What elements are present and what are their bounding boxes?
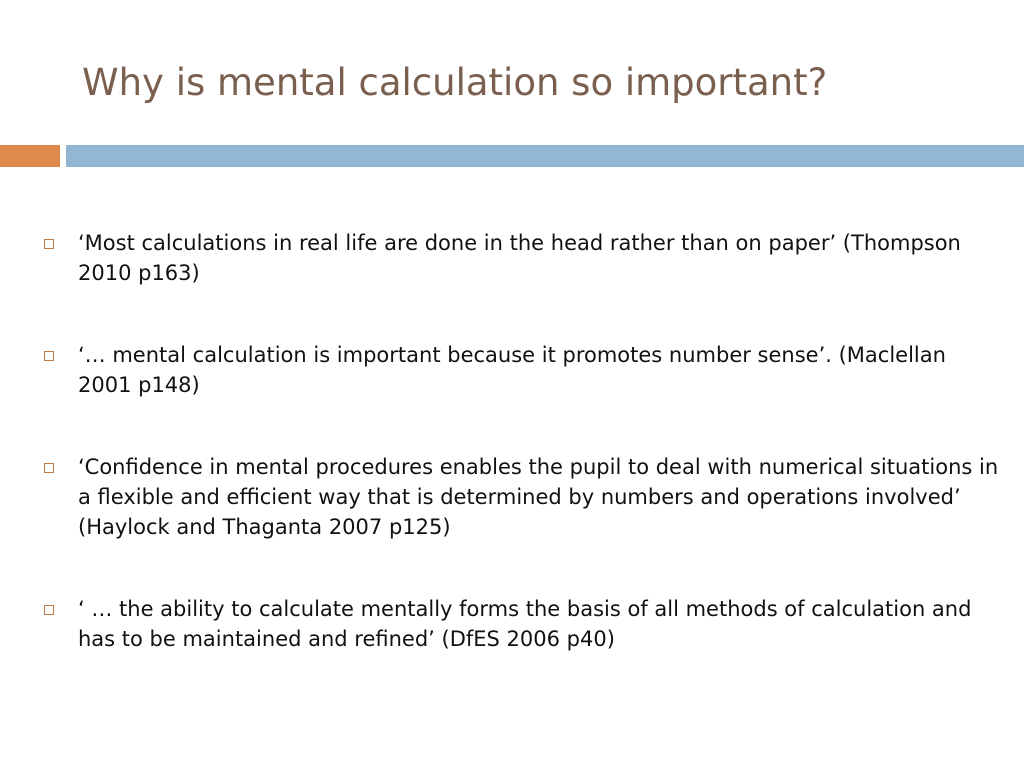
bullet-text: ‘ … the ability to calculate mentally forms the basis of all methods of calculation and has to be maintained and refined’ (DfES 2006 p40) [78,597,972,651]
square-bullet-icon [44,463,54,473]
bullet-item [42,228,1002,288]
slide-title: Why is mental calculation so important? [82,61,828,104]
square-bullet-icon [44,351,54,361]
bullet-item [42,594,1002,654]
square-bullet-icon [44,239,54,249]
bullet-text: ‘… mental calculation is important because it promotes number sense’. (Maclellan 2001 p148) [78,343,946,397]
square-bullet-icon [44,605,54,615]
bullet-text: ‘Most calculations in real life are done in the head rather than on paper’ (Thompson 2010 p163) [78,231,961,285]
bullet-item [42,340,1002,400]
bullet-list [42,228,1002,654]
bullet-item [42,452,1002,542]
bullet-text: ‘Confidence in mental procedures enables the pupil to deal with numerical situations in a flexible and efficient way that is determined by numbers and operations involved’ (Haylock and Thaganta 2007 p125) [78,455,999,539]
title-accent-bar-orange [0,145,60,167]
title-accent-bar-blue [66,145,1024,167]
